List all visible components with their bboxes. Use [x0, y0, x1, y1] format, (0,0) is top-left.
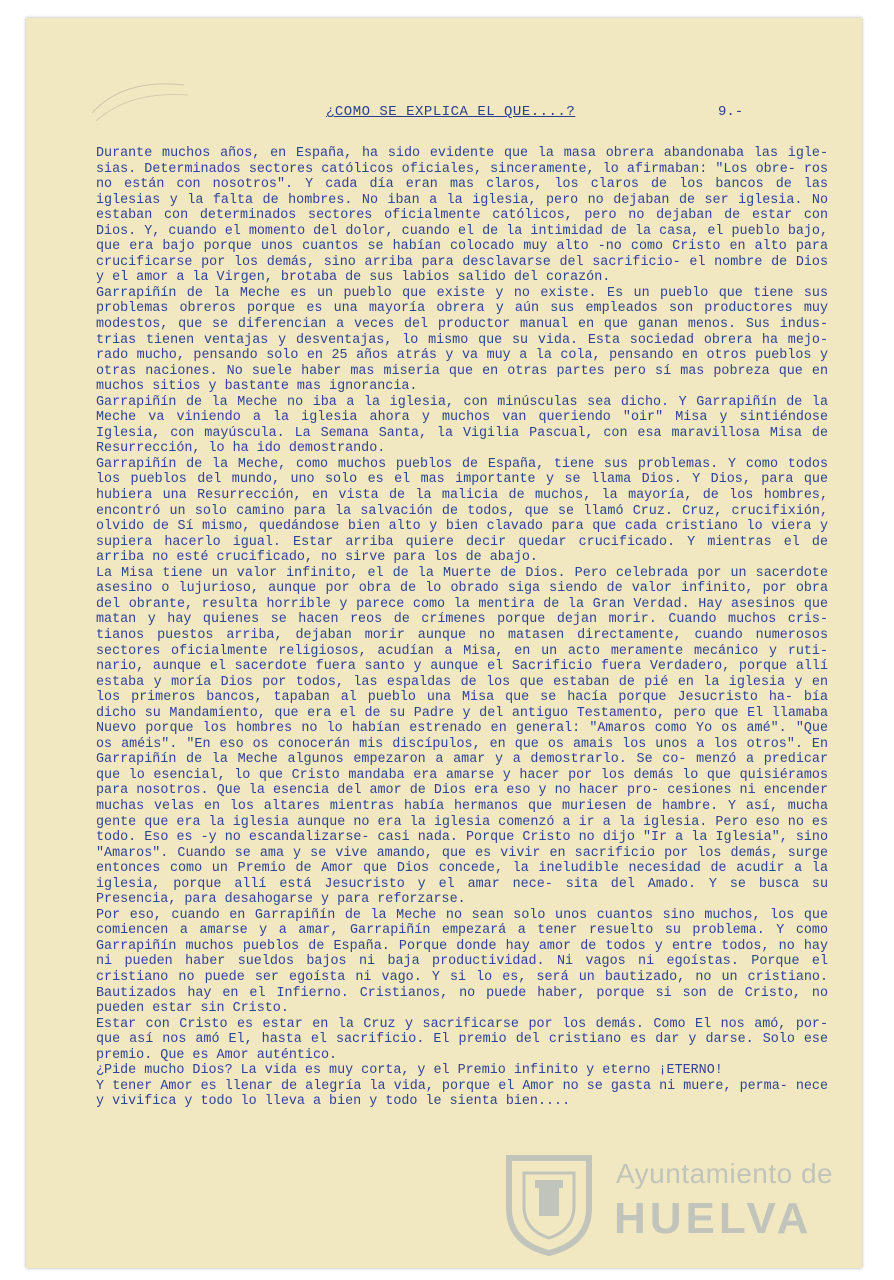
page-header [26, 104, 862, 126]
typewritten-page [26, 18, 862, 1268]
paragraph: Durante muchos años, en España, ha sido evidente que la masa obrera abandonaba las igle- sias. Determinados sectores católicos oficiales, sinceramente, lo afirmaban: "Los obre- ros no están con nosotros". Y cada día eran mas claros, los claros de los bancos de las iglesias y la falta de hombres. No iban a la iglesia, pero no dejaban de ser iglesia. No estaban con determinados sectores oficialmente católicos, pero no dejaban de estar con Dios. Y, cuando el momento del dolor, cuando el de la intimidad de la casa, el pueblo bajo, que era bajo porque unos cuantos se habían colocado muy alto -no como Cristo en alto para crucificarse por los demás, sino arriba para desclavarse del sacrificio- el nombre de Dios y el amor a la Virgen, brotaba de sus labios salido del corazón. [96, 146, 828, 286]
paragraph: Garrapiñín de la Meche es un pueblo que existe y no existe. Es un pueblo que tiene sus problemas obreros porque es una mayoría obrera y aún sus empleados son productores muy modestos, que se diferencian a veces del productor manual en que ganan menos. Sus indus- trias tienen ventajas y desventajas, lo mismo que su vida. Esta sociedad obrera ha mejo- rado mucho, pensando solo en 25 años atrás y va muy a la cola, pensando en otros pueblos y otras naciones. No suele haber mas miseria que en otras partes pero sí mas pobreza que en muchos sitios y bastante mas ignorancia. [96, 285, 828, 395]
paragraph: Garrapiñín de la Meche no iba a la iglesia, con minúsculas sea dicho. Y Garrapiñín de la Meche va viniendo a la iglesia ahora y muchos van queriendo "oir" Misa y sintiéndose Iglesia, con mayúscula. La Semana Santa, la Vigilia Pascual, con esa maravillosa Misa de Resurrección, lo ha ido demostrando. [96, 394, 828, 457]
paragraph: Estar con Cristo es estar en la Cruz y sacrificarse por los demás. Como El nos amó, por- que así nos amó El, hasta el sacrificio. El premio del cristiano es dar y darse. Solo ese premio. Que es Amor auténtico. [96, 1016, 828, 1063]
paragraph: La Misa tiene un valor infinito, el de la Muerte de Dios. Pero celebrada por un sacerdote asesino o lujurioso, aunque por obra de lo obrado siga siendo de valor infinito, por obra del obrante, resulta horrible y parece como la mentira de la Gran Verdad. Hay asesinos que matan y hay quienes se hacen reos de crímenes porque dejan morir. Cuando muchos cris- tianos puestos arriba, dejaban morir aunque no matasen directamente, cuando numerosos sectores oficialmente religiosos, acudían a Misa, en un acto meramente mecánico y ruti- nario, aunque el sacerdote fuera santo y aunque el Sacrificio fuera Verdadero, porque allí estaba y moría Dios por todos, las espaldas de los que estaban de pié en la iglesia y en los primeros bancos, tapaban al pueblo una Misa que se hacía porque Jesucristo ha- bía dicho su Mandamiento, que era el de su Padre y del antiguo Testamento, pero que El llamaba Nuevo porque los hombres no lo habían estrenado en general: "Amaros como Yo os amé". "Que os améis". "En eso os conocerán mis discípulos, en que os amais los unos a los otros". En Garrapiñín de la Meche algunos empezaron a amar y a demostrarlo. Se co- menzó a predicar que lo esencial, lo que Cristo mandaba era amarse y hacer por los demás lo que quisiéramos para nosotros. Que la esencia del amor de Dios era eso y no hacer pro- cesiones ni encender muchas velas en los altares mientras había hermanos que muriesen de hambre. Y así, mucha gente que era la iglesia aunque no era la iglesia comenzó a ir a la iglesia. Pero eso no es todo. Eso es -y no escandalizarse- casi nada. Porque Cristo no dijo "Ir a la Iglesia", sino "Amaros". Cuando se ama y se vive amando, que es vivir en sacrificio por los demás, surge entonces como un Premio de Amor que Dios concede, la ineludible necesidad de acudir a la iglesia, porque allí está Jesucristo y el amar nece- sita del Amado. Y se busca su Presencia, para desahogarse y para reforzarse. [96, 565, 828, 908]
ayuntamiento-huelva-watermark [486, 1148, 856, 1258]
page-number: 9.- [718, 104, 744, 120]
paragraph: ¿Pide mucho Dios? La vida es muy corta, y el Premio infinito y eterno ¡ETERNO! [96, 1063, 723, 1079]
document-title: ¿COMO SE EXPLICA EL QUE....? [326, 104, 576, 120]
coat-of-arms-icon [494, 1148, 604, 1258]
watermark-line2: HUELVA [614, 1194, 813, 1243]
paragraph: Y tener Amor es llenar de alegría la vida, porque el Amor no se gasta ni muere, perma- nece y vivifica y todo lo lleva a bien y todo le sienta bien.... [96, 1078, 828, 1110]
paragraph: Garrapiñín de la Meche, como muchos pueblos de España, tiene sus problemas. Y como todos los pueblos del mundo, uno solo es el mas importante y se llama Dios. Y Dios, para que hubiera una Resurrección, en vista de la malicia de muchos, la mayoría, de los hombres, encontró un solo camino para la salvación de todos, que se llamó Cruz. Cruz, crucifixión, olvido de Sí mismo, quedándose bien alto y bien clavado para que cada cristiano lo viera y supiera hacerlo igual. Estar arriba quiere decir quedar crucificado. Y mientras el de arriba no esté crucificado, no sirve para los de abajo. [96, 456, 828, 566]
body-text [96, 146, 828, 1110]
paragraph: Por eso, cuando en Garrapiñín de la Meche no sean solo unos cuantos sino muchos, los que comiencen a amarse y a amar, Garrapiñín empezará a tener resuelto su problema. Y como Garrapiñín muchos pueblos de España. Porque donde hay amor de todos y entre todos, no hay ni pueden haber sueldos bajos ni baja productividad. Ni vagos ni egoístas. Porque el cristiano no puede ser egoísta ni vago. Y si lo es, será un bautizado, no un cristiano. Bautizados hay en el Infierno. Cristianos, no puede haber, porque si son de Cristo, no pueden estar sin Cristo. [96, 907, 828, 1017]
watermark-line1: Ayuntamiento de [616, 1158, 834, 1189]
